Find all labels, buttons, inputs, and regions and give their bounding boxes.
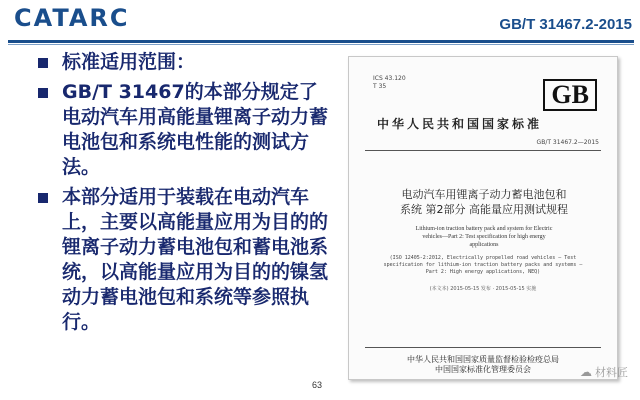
watermark-text: 材料匠 bbox=[595, 366, 628, 379]
gb-mark-logo: GB bbox=[543, 79, 597, 111]
catarc-logo: CATARC bbox=[14, 4, 130, 32]
doc-country-title: 中华人民共和国国家标准 bbox=[377, 117, 543, 131]
doc-ics-header: ICS 43.120 T 35 bbox=[373, 75, 406, 90]
doc-title-cn-line: 电动汽车用锂离子动力蓄电池包和 bbox=[401, 188, 567, 201]
doc-divider bbox=[365, 347, 601, 348]
header-rule-thin bbox=[8, 44, 634, 45]
square-bullet-icon bbox=[38, 88, 48, 98]
doc-iso-reference bbox=[367, 255, 599, 276]
doc-standard-number: GB/T 31467.2—2015 bbox=[536, 139, 599, 146]
bullet-text: 标准适用范围： bbox=[62, 51, 196, 73]
doc-title-en bbox=[373, 225, 595, 249]
wechat-icon: ☁ bbox=[580, 365, 592, 379]
doc-iso-line: specification for lithium-ion traction battery packs and systems — bbox=[383, 262, 583, 268]
square-bullet-icon bbox=[38, 58, 48, 68]
bullet-list bbox=[38, 50, 334, 340]
square-bullet-icon bbox=[38, 193, 48, 203]
standard-cover-image bbox=[348, 56, 618, 380]
bullet-item bbox=[38, 50, 334, 75]
watermark bbox=[580, 364, 628, 380]
doc-iso-line: Part 2: High energy applications, NEQ) bbox=[425, 269, 541, 275]
doc-issuer-line: 中国国家标准化管理委员会 bbox=[435, 365, 531, 374]
slide-header bbox=[0, 0, 640, 42]
standard-code: GB/T 31467.2-2015 bbox=[499, 16, 632, 33]
doc-title-en-line: vehicles—Part 2: Test specification for high energy bbox=[422, 234, 546, 240]
doc-title-en-line: applications bbox=[469, 242, 499, 248]
header-rule bbox=[8, 40, 634, 43]
bullet-item bbox=[38, 185, 334, 335]
doc-issuer-line: 中华人民共和国国家质量监督检验检疫总局 bbox=[407, 355, 559, 364]
bullet-text: GB/T 31467的本部分规定了电动汽车用高能量锂离子动力蓄电池包和系统电性能的测试方法。 bbox=[62, 81, 329, 178]
doc-iso-line: (ISO 12405-2:2012, Electrically propelled road vehicles — Test bbox=[389, 255, 577, 261]
doc-title-cn-line: 系统 第2部分 高能量应用测试规程 bbox=[400, 203, 568, 216]
bullet-text: 本部分适用于装载在电动汽车上，主要以高能量应用为目的的锂离子动力蓄电池包和蓄电池系统，以高能量应用为目的的镍氢动力蓄电池包和系统等参照执行。 bbox=[62, 186, 329, 333]
doc-divider bbox=[365, 150, 601, 151]
bullet-item bbox=[38, 80, 334, 180]
doc-title-en-line: Lithium-ion traction battery pack and system for Electric bbox=[415, 226, 553, 232]
page-number: 63 bbox=[312, 380, 323, 390]
doc-draft-note: (本文本) 2015-05-15 发布 · 2015-05-15 实施 bbox=[429, 286, 537, 292]
doc-title-cn bbox=[369, 187, 599, 217]
doc-issuer bbox=[367, 355, 599, 375]
